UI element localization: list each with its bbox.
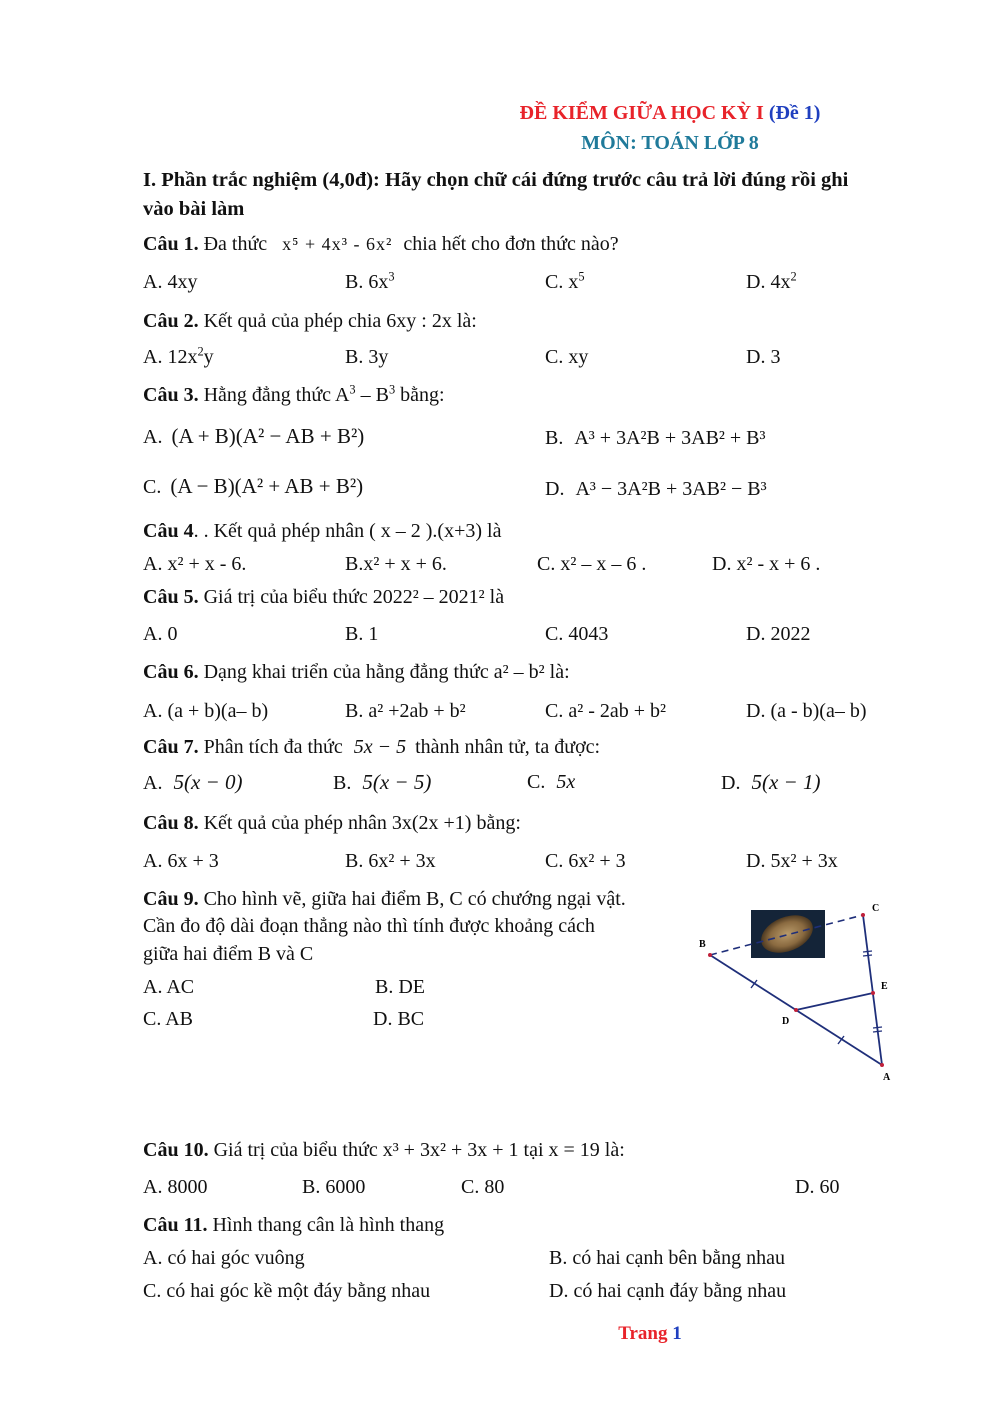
question-6-label: Câu 6. bbox=[143, 661, 199, 683]
q11-option-c[interactable]: C. có hai góc kề một đáy bằng nhau bbox=[143, 1280, 431, 1302]
q10-option-a[interactable]: A. 8000 bbox=[143, 1176, 208, 1198]
section-heading-line2: vào bài làm bbox=[143, 198, 245, 220]
segment-de bbox=[796, 993, 873, 1010]
question-4-label: Câu 4 bbox=[143, 520, 194, 542]
point-e bbox=[871, 991, 875, 995]
question-2-text: Kết quả của phép chia 6xy : 2x là: bbox=[203, 310, 477, 332]
q6-option-d[interactable]: D. (a - b)(a– b) bbox=[746, 700, 867, 722]
q7-option-d-label: D. bbox=[721, 772, 741, 794]
q7-option-a-expr: 5(x − 0) bbox=[173, 770, 243, 794]
q1-option-a-text: A. 4xy bbox=[143, 271, 198, 293]
q4-option-a[interactable]: A. x² + x - 6. bbox=[143, 553, 247, 575]
q8-option-b[interactable]: B. 6x² + 3x bbox=[345, 850, 436, 872]
q3-option-d[interactable] bbox=[545, 479, 767, 499]
q2-option-b[interactable]: B. 3y bbox=[345, 346, 389, 368]
label-e: E bbox=[881, 981, 888, 992]
question-7-text: Phân tích đa thức bbox=[198, 736, 343, 758]
q2-option-a[interactable]: A. $12x^2y$ bbox=[143, 344, 214, 368]
question-3: Câu 3. Hằng đẳng thức $A^3 - B^3$ bằng: bbox=[143, 382, 445, 406]
question-11 bbox=[143, 1215, 444, 1235]
q1-option-b-text: B. 6x bbox=[345, 271, 389, 293]
q5-option-d[interactable]: D. 2022 bbox=[746, 623, 811, 645]
question-4-text: . . Kết quả phép nhân ( x – 2 ).(x+3) là bbox=[193, 520, 502, 542]
q8-option-c[interactable]: C. 6x² + 3 bbox=[545, 850, 626, 872]
q1-option-c[interactable]: C. $x^5$ bbox=[545, 269, 585, 293]
q9-option-c[interactable]: C. AB bbox=[143, 1008, 194, 1030]
q1-option-c-text: C. x bbox=[545, 271, 579, 293]
question-1-text: Đa thức bbox=[203, 233, 268, 255]
point-b bbox=[708, 953, 712, 957]
q5-option-a[interactable]: A. 0 bbox=[143, 623, 178, 645]
q3-option-c[interactable] bbox=[143, 476, 363, 497]
q7-option-b-label: B. bbox=[333, 772, 352, 794]
label-a: A bbox=[883, 1072, 891, 1083]
q2-option-a-tail: y bbox=[203, 346, 214, 368]
question-11-label: Câu 11. bbox=[143, 1214, 208, 1236]
question-7 bbox=[143, 737, 600, 757]
q3-option-d-label: D. bbox=[545, 478, 565, 500]
question-5-label: Câu 5. bbox=[143, 586, 199, 608]
q7-option-d[interactable] bbox=[721, 772, 820, 793]
question-9-text-line2: Cần đo độ dài đoạn thẳng nào thì tính được khoảng cách bbox=[143, 915, 595, 937]
exam-subject: MÔN: TOÁN LỚP 8 bbox=[581, 132, 759, 154]
page-num: 1 bbox=[672, 1323, 682, 1344]
q3-option-b-label: B. bbox=[545, 427, 564, 449]
q7-option-c-expr: 5x bbox=[556, 771, 576, 793]
q9-option-b[interactable]: B. DE bbox=[375, 976, 425, 998]
question-3-label: Câu 3. bbox=[143, 384, 199, 406]
question-2-label: Câu 2. bbox=[143, 310, 199, 332]
question-9-text-line1: Cho hình vẽ, giữa hai điểm B, C có chướng ngại vật. bbox=[203, 888, 626, 910]
page-number bbox=[0, 1324, 1000, 1343]
exam-title bbox=[0, 103, 1000, 123]
q3-option-c-label: C. bbox=[143, 476, 162, 498]
q10-option-b[interactable]: B. 6000 bbox=[302, 1176, 366, 1198]
question-1-expr: x⁵ + 4x³ - 6x² bbox=[282, 234, 393, 254]
point-d bbox=[794, 1008, 798, 1012]
question-8-label: Câu 8. bbox=[143, 812, 199, 834]
q1-option-d-text: D. 4x bbox=[746, 271, 791, 293]
q3-option-a-label: A. bbox=[143, 426, 163, 448]
q3-option-b[interactable] bbox=[545, 428, 766, 448]
q6-option-b[interactable]: B. a² +2ab + b² bbox=[345, 700, 466, 722]
question-7-after: thành nhân tử, ta được: bbox=[415, 736, 601, 758]
q7-option-a[interactable] bbox=[143, 772, 242, 793]
section-heading-line1: I. Phần trắc nghiệm (4,0đ): Hãy chọn chữ cái đứng trước câu trả lời đúng rồi ghi bbox=[143, 169, 849, 191]
q3-option-d-expr: A³ − 3A²B + 3AB² − B³ bbox=[575, 478, 767, 500]
label-d: D bbox=[782, 1016, 790, 1027]
question-1 bbox=[143, 234, 619, 254]
q7-option-c-label: C. bbox=[527, 771, 546, 793]
q4-option-d[interactable]: D. x² - x + 6 . bbox=[712, 553, 821, 575]
q1-option-b[interactable]: B. $6x^3$ bbox=[345, 269, 395, 293]
q2-option-a-text: A. 12x bbox=[143, 346, 198, 368]
q7-option-a-label: A. bbox=[143, 772, 163, 794]
q1-option-d[interactable]: D. $4x^2$ bbox=[746, 269, 797, 293]
question-7-expr: 5x − 5 bbox=[353, 736, 407, 758]
question-9-label: Câu 9. bbox=[143, 888, 199, 910]
q1-option-a[interactable] bbox=[143, 272, 197, 292]
q9-geometry-figure bbox=[690, 895, 910, 1090]
question-8 bbox=[143, 813, 521, 833]
q6-option-c[interactable]: C. a² - 2ab + b² bbox=[545, 700, 667, 722]
q3-option-c-expr: (A − B)(A² + AB + B²) bbox=[170, 474, 364, 498]
question-11-text: Hình thang cân là hình thang bbox=[212, 1214, 445, 1236]
question-10-text: Giá trị của biểu thức x³ + 3x² + 3x + 1 tại x = 19 là: bbox=[213, 1139, 625, 1161]
question-8-text: Kết quả của phép nhân 3x(2x +1) bằng: bbox=[203, 812, 521, 834]
question-9 bbox=[143, 889, 626, 909]
question-9-text-line3: giữa hai điểm B và C bbox=[143, 943, 314, 965]
q10-option-d[interactable]: D. 60 bbox=[795, 1176, 840, 1198]
exam-title-main: ĐỀ KIỂM GIỮA HỌC KỲ I bbox=[519, 102, 764, 124]
q5-option-b[interactable]: B. 1 bbox=[345, 623, 379, 645]
q9-option-d[interactable]: D. BC bbox=[373, 1008, 425, 1030]
question-5-text: Giá trị của biểu thức 2022² – 2021² là bbox=[203, 586, 505, 608]
question-3-text: Hằng đẳng thức A bbox=[203, 384, 350, 406]
q3-option-b-expr: A³ + 3A²B + 3AB² + B³ bbox=[574, 427, 766, 449]
q3-option-a[interactable] bbox=[143, 426, 364, 447]
exam-variant: (Đề 1) bbox=[768, 102, 821, 124]
segment-ca bbox=[863, 915, 882, 1065]
tick-ce-2 bbox=[863, 955, 872, 956]
question-1-label: Câu 1. bbox=[143, 233, 199, 255]
q9-option-a[interactable]: A. AC bbox=[143, 976, 195, 998]
question-2 bbox=[143, 311, 477, 331]
q2-option-c[interactable]: C. xy bbox=[545, 346, 589, 368]
q7-option-b[interactable] bbox=[333, 772, 431, 793]
page-label: Trang bbox=[618, 1323, 668, 1344]
q7-option-b-expr: 5(x − 5) bbox=[362, 770, 432, 794]
q8-option-d[interactable]: D. 5x² + 3x bbox=[746, 850, 838, 872]
question-4 bbox=[143, 521, 501, 541]
q11-option-b[interactable]: B. có hai cạnh bên bằng nhau bbox=[549, 1247, 786, 1269]
question-3-after: bằng: bbox=[395, 384, 445, 406]
question-10 bbox=[143, 1140, 625, 1160]
q5-option-c[interactable]: C. 4043 bbox=[545, 623, 609, 645]
q3-option-a-expr: (A + B)(A² − AB + B²) bbox=[171, 424, 365, 448]
q11-option-a[interactable]: A. có hai góc vuông bbox=[143, 1247, 305, 1269]
q4-option-c[interactable]: C. x² – x – 6 . bbox=[537, 553, 647, 575]
q6-option-a[interactable]: A. (a + b)(a– b) bbox=[143, 700, 269, 722]
tick-ea-2 bbox=[873, 1031, 882, 1032]
tick-ea-1 bbox=[873, 1027, 882, 1028]
question-5 bbox=[143, 587, 504, 607]
q10-option-c[interactable]: C. 80 bbox=[461, 1176, 505, 1198]
q4-option-b[interactable]: B.x² + x + 6. bbox=[345, 553, 447, 575]
label-b: B bbox=[699, 939, 706, 950]
question-6-text: Dạng khai triển của hằng đẳng thức a² – b² là: bbox=[203, 661, 570, 683]
point-c bbox=[861, 913, 865, 917]
point-a bbox=[880, 1063, 884, 1067]
label-c: C bbox=[872, 903, 880, 914]
question-3-mid: – B bbox=[355, 384, 389, 406]
question-10-label: Câu 10. bbox=[143, 1139, 209, 1161]
q7-option-c[interactable] bbox=[527, 772, 575, 792]
q2-option-d[interactable]: D. 3 bbox=[746, 346, 781, 368]
question-7-label: Câu 7. bbox=[143, 736, 199, 758]
tick-ce-1 bbox=[863, 951, 872, 952]
q7-option-d-expr: 5(x − 1) bbox=[751, 770, 821, 794]
question-6 bbox=[143, 662, 570, 682]
q8-option-a[interactable]: A. 6x + 3 bbox=[143, 850, 219, 872]
q11-option-d[interactable]: D. có hai cạnh đáy bằng nhau bbox=[549, 1280, 787, 1302]
question-1-after: chia hết cho đơn thức nào? bbox=[403, 233, 619, 255]
